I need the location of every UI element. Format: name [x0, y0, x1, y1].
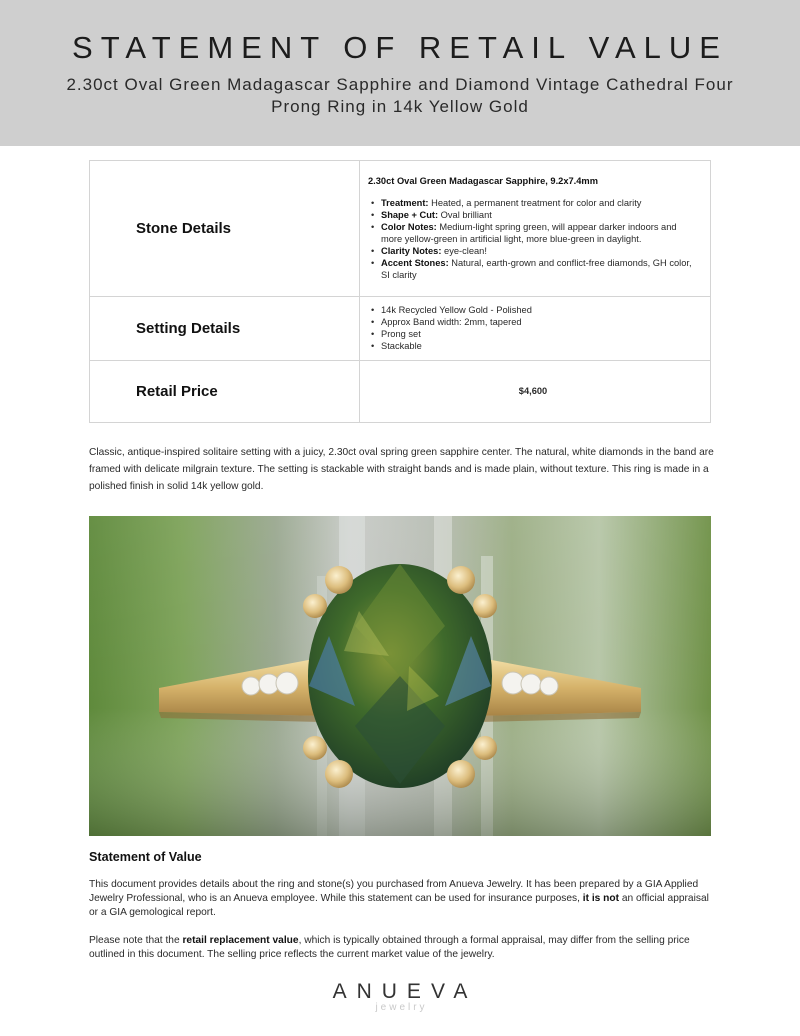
retail-price-row	[90, 361, 711, 423]
stone-details-list	[368, 197, 698, 281]
list-item: • Accent Stones: Natural, earth-grown and conflict-free diamonds, GH color, SI clarity	[368, 257, 698, 281]
document-subtitle: 2.30ct Oval Green Madagascar Sapphire and Diamond Vintage Cathedral Four Prong Ring in 14k Yellow Gold	[66, 75, 734, 116]
setting-details-content	[360, 297, 711, 361]
product-description: Classic, antique-inspired solitaire setting with a juicy, 2.30ct oval spring green sapphire center. The natural, white diamonds in the band are framed with delicate milgrain texture. The setting is stackable with straight bands and is made plain, without texture. This ring is made in a polished finish in solid 14k yellow gold.	[89, 447, 714, 492]
list-item: • Shape + Cut: Oval brilliant	[368, 209, 698, 221]
list-item: • Prong set	[368, 328, 698, 340]
stone-details-row	[90, 161, 711, 297]
list-item: • Approx Band width: 2mm, tapered	[368, 316, 698, 328]
list-item: • Treatment: Heated, a permanent treatment for color and clarity	[368, 197, 698, 209]
document-title: STATEMENT OF RETAIL VALUE	[72, 30, 728, 65]
anueva-logo	[0, 980, 800, 1013]
setting-details-row	[90, 297, 711, 361]
list-item: • Stackable	[368, 340, 698, 352]
document-header	[0, 0, 800, 146]
details-table	[89, 160, 711, 423]
stone-details-label: Stone Details	[90, 161, 360, 297]
ring-photo	[89, 516, 711, 836]
retail-price-label: Retail Price	[90, 361, 360, 423]
setting-details-label: Setting Details	[90, 297, 360, 361]
logo-subtitle: jewelry	[375, 1002, 428, 1013]
list-item: • 14k Recycled Yellow Gold - Polished	[368, 304, 698, 316]
statement-heading: Statement of Value	[89, 850, 202, 864]
statement-of-value	[89, 850, 714, 976]
stone-heading: 2.30ct Oval Green Madagascar Sapphire, 9.2x7.4mm	[368, 176, 598, 186]
list-item: • Clarity Notes: eye-clean!	[368, 245, 698, 257]
retail-price-value: $4,600	[360, 361, 711, 423]
statement-paragraph-1: This document provides details about the ring and stone(s) you purchased from Anueva Jewelry. It has been prepared by a GIA Applied Jewelry Professional, who is an Anueva employee. While this statement can be used for insurance purposes, it is not an official appraisal or a GIA gemological report.	[89, 879, 709, 918]
logo-wordmark: ANUEVA	[332, 980, 478, 1003]
statement-paragraph-2: Please note that the retail replacement value, which is typically obtained through a formal appraisal, may differ from the selling price outlined in this document. The selling price reflects the current market value of the jewelry.	[89, 935, 690, 960]
setting-details-list	[368, 304, 698, 352]
list-item: • Color Notes: Medium-light spring green, will appear darker indoors and more yellow-green in artificial light, more blue-green in daylight.	[368, 221, 698, 245]
stone-details-content	[360, 161, 711, 297]
